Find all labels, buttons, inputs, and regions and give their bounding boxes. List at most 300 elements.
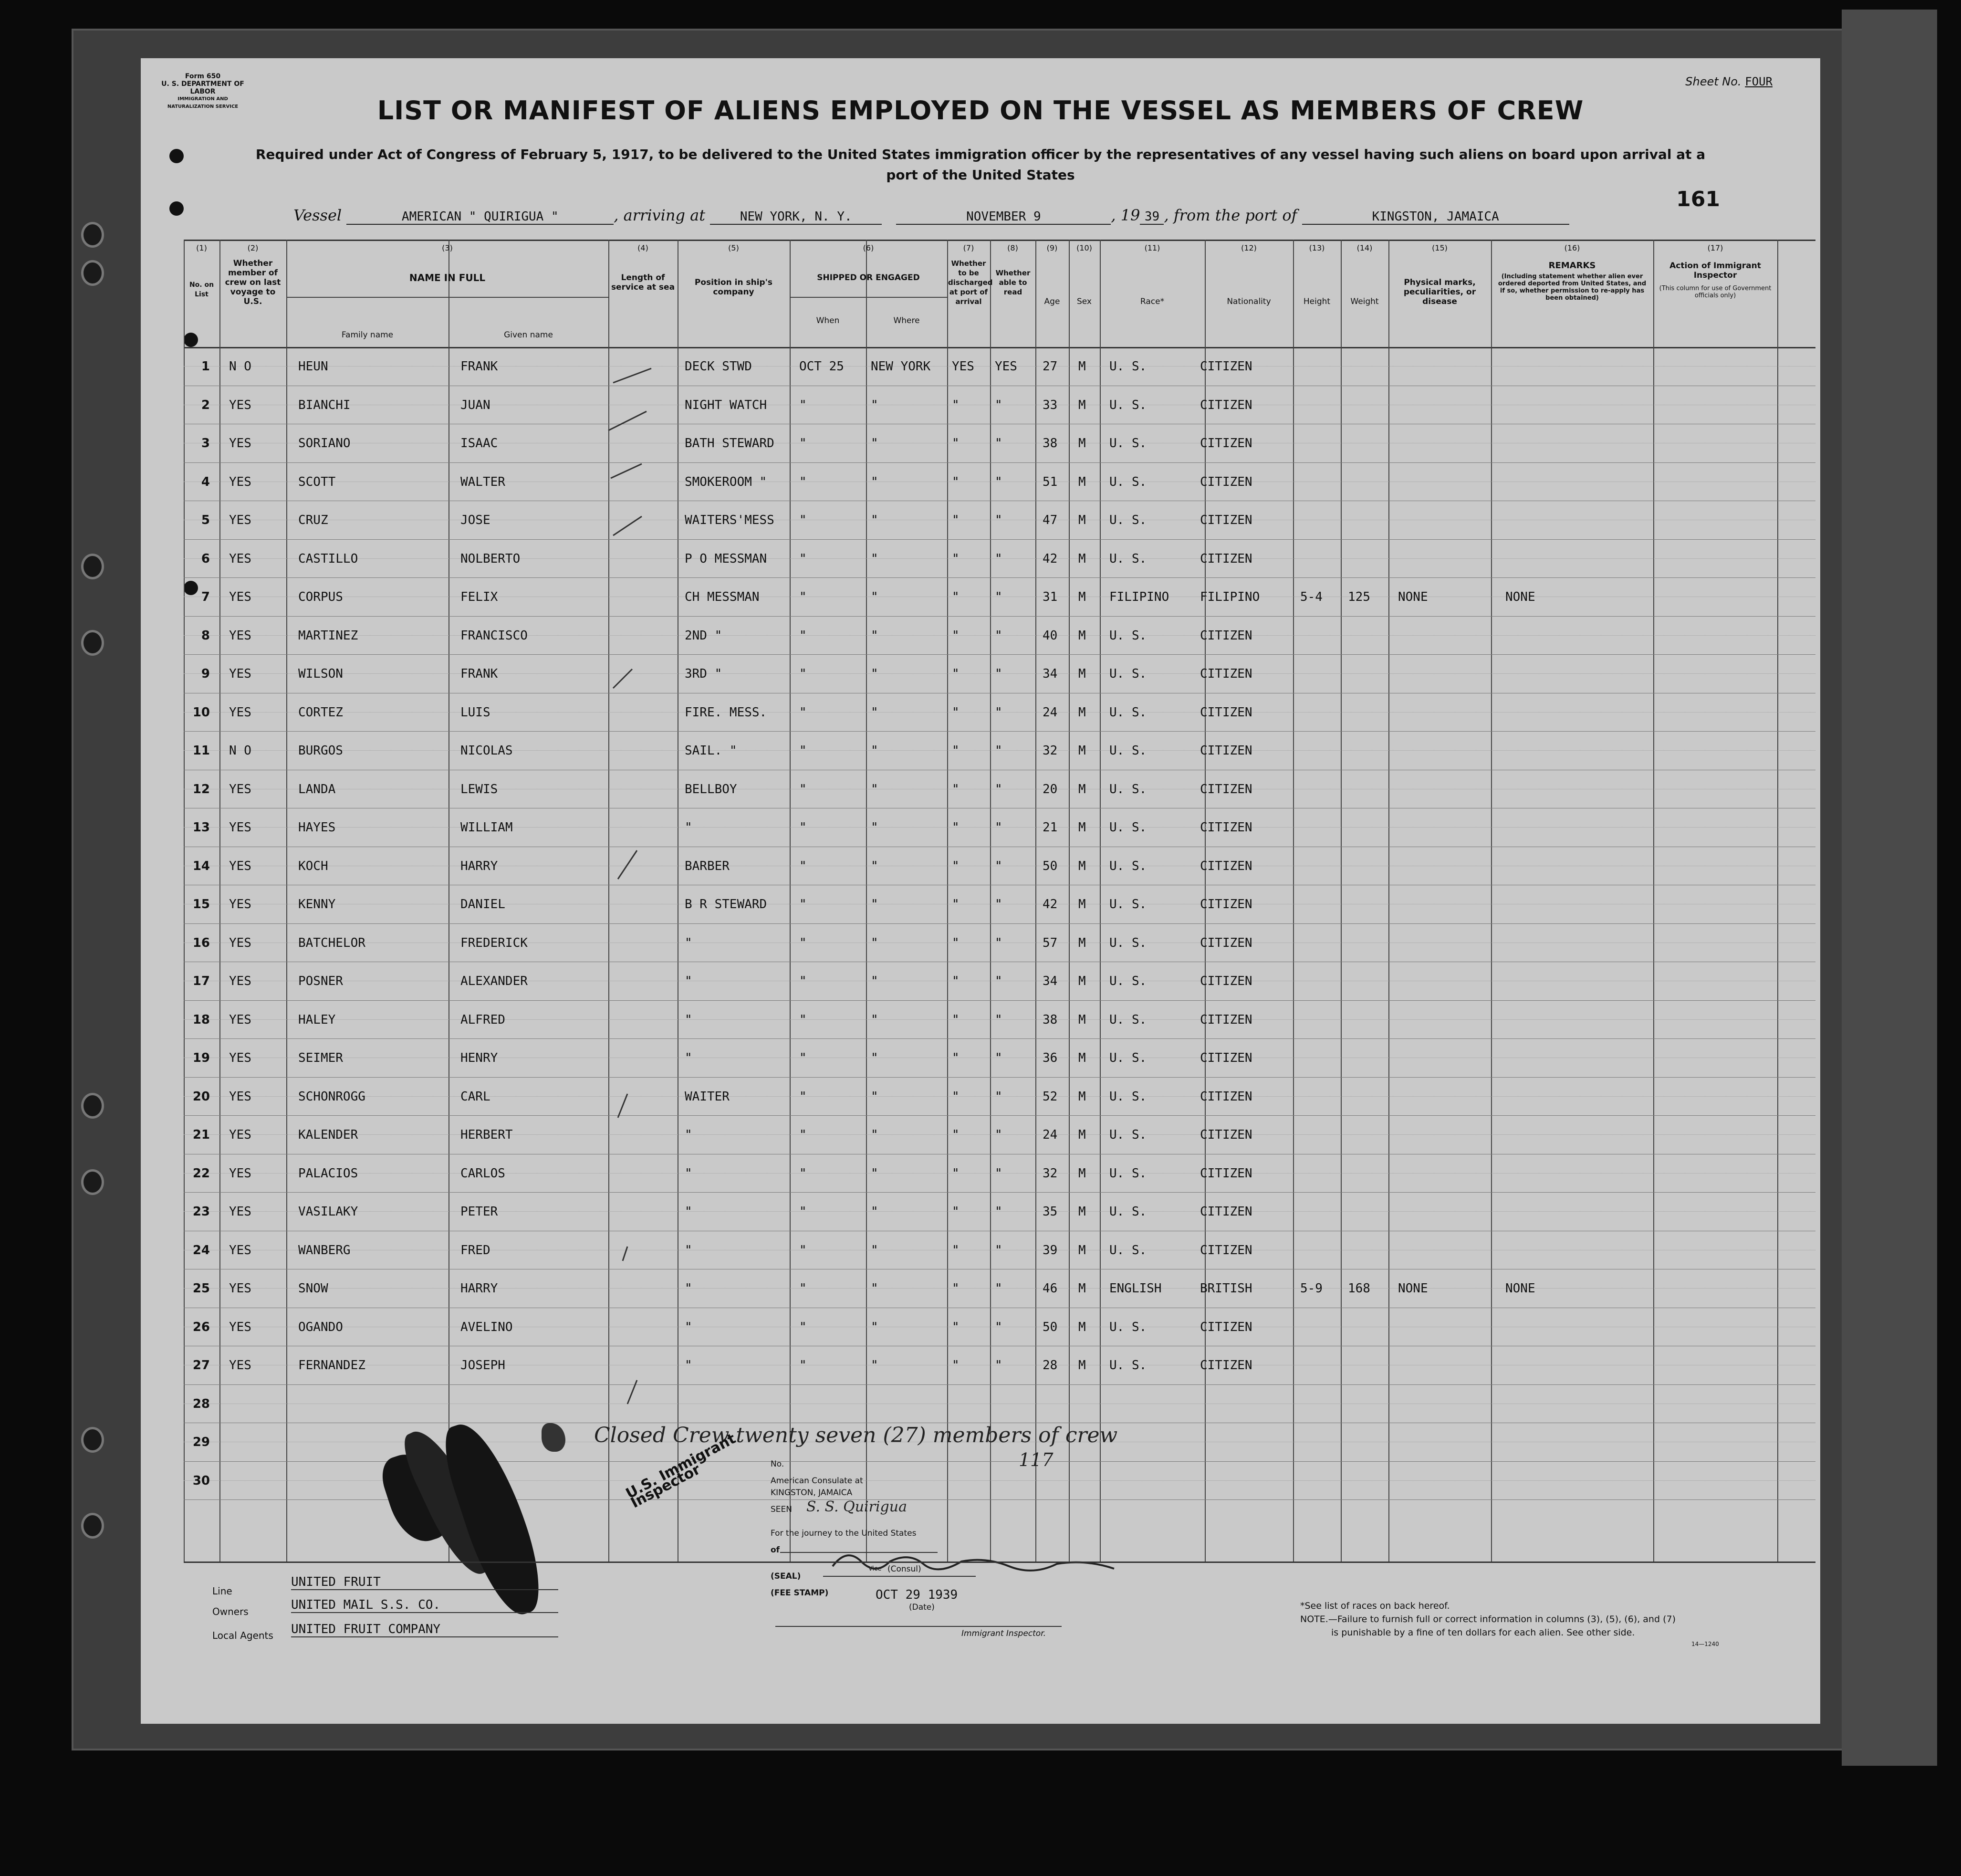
cell-disch: ": [952, 436, 960, 451]
col-rule: [990, 240, 991, 1562]
cell-race: U. S.: [1109, 1320, 1147, 1334]
cell-family: FERNANDEZ: [298, 1358, 365, 1373]
cell-where: ": [871, 398, 878, 412]
cell-family: KENNY: [298, 897, 336, 912]
cell-member: YES: [229, 820, 251, 835]
cell-sex: M: [1078, 1012, 1086, 1027]
cell-read: ": [995, 782, 1002, 797]
cell-when: ": [799, 859, 807, 873]
header-action: Action of Immigrant Inspector: [1669, 261, 1761, 280]
cell-member: YES: [229, 1166, 251, 1181]
cell-where: ": [871, 935, 878, 950]
header-bottom-rule: [184, 347, 1815, 348]
cell-age: 57: [1043, 935, 1058, 950]
cell-nat: CITIZEN: [1200, 1358, 1252, 1373]
cell-nat: CITIZEN: [1200, 744, 1252, 758]
row-number: 16: [192, 935, 210, 950]
cell-race: U. S.: [1109, 1051, 1147, 1065]
cell-age: 24: [1043, 705, 1058, 720]
cell-nat: CITIZEN: [1200, 1051, 1252, 1065]
cell-position: BELLBOY: [685, 782, 737, 797]
binder-hole: [81, 1427, 104, 1453]
penalty-note-2: is punishable by a fine of ten dollars for each alien. See other side.: [1331, 1627, 1635, 1638]
cell-member: YES: [229, 705, 251, 720]
cell-age: 24: [1043, 1128, 1058, 1142]
cell-nat: CITIZEN: [1200, 705, 1252, 720]
cell-where: ": [871, 1128, 878, 1142]
col-rule: [1069, 240, 1070, 1562]
cell-nat: CITIZEN: [1200, 359, 1252, 374]
header-remarks: REMARKS: [1548, 261, 1596, 271]
cell-given: FRED: [460, 1243, 490, 1258]
cell-member: YES: [229, 551, 251, 566]
cell-family: SNOW: [298, 1281, 328, 1296]
vessel-name: AMERICAN " QUIRIGUA ": [346, 210, 614, 225]
cell-age: 51: [1043, 474, 1058, 489]
cell-given: WILLIAM: [460, 820, 513, 835]
row-number: 1: [201, 359, 210, 374]
cell-given: JOSEPH: [460, 1358, 505, 1373]
cell-read: YES: [995, 359, 1017, 374]
cell-position: CH MESSMAN: [685, 590, 760, 604]
cell-member: YES: [229, 628, 251, 643]
cell-where: ": [871, 1320, 878, 1334]
date-label: (Date): [909, 1603, 935, 1612]
local-agents-label: Local Agents: [212, 1630, 273, 1641]
cell-member: YES: [229, 513, 251, 527]
races-note: *See list of races on back hereof.: [1300, 1601, 1450, 1611]
cell-when: ": [799, 935, 807, 950]
subtitle-line-1: Required under Act of Congress of February 5, 1917, to be delivered to the United States immigration officer by the representatives of any vessel having such aliens on board upon arrival at a: [255, 147, 1706, 162]
cell-family: CASTILLO: [298, 551, 358, 566]
consulate-label: American Consulate at: [771, 1476, 863, 1486]
cell-nat: CITIZEN: [1200, 820, 1252, 835]
cell-position: BARBER: [685, 859, 730, 873]
cell-race: U. S.: [1109, 820, 1147, 835]
cell-given: JUAN: [460, 398, 490, 412]
cell-position: P O MESSMAN: [685, 551, 767, 566]
name-split-rule: [286, 297, 608, 298]
cell-read: ": [995, 628, 1002, 643]
colnum-10: (10): [1076, 243, 1092, 252]
cell-where: ": [871, 782, 878, 797]
cell-when: ": [799, 1012, 807, 1027]
immigrant-inspector-label: Immigrant Inspector.: [961, 1629, 1046, 1638]
colnum-11: (11): [1144, 243, 1160, 252]
row-rule: [184, 539, 1815, 540]
row-number: 2: [201, 398, 210, 412]
cell-family: CORTEZ: [298, 705, 343, 720]
row-number: 25: [192, 1281, 210, 1296]
cell-nat: CITIZEN: [1200, 1166, 1252, 1181]
cell-given: FRANK: [460, 359, 498, 374]
cell-disch: YES: [952, 359, 974, 374]
cell-nat: CITIZEN: [1200, 1205, 1252, 1219]
cell-given: JOSE: [460, 513, 490, 527]
cell-position: ": [685, 935, 692, 950]
cell-position: FIRE. MESS.: [685, 705, 767, 720]
cell-when: ": [799, 974, 807, 988]
cell-member: YES: [229, 1089, 251, 1104]
cell-disch: ": [952, 935, 960, 950]
cell-read: ": [995, 474, 1002, 489]
header-sex: Sex: [1076, 297, 1092, 306]
cell-disch: ": [952, 744, 960, 758]
cell-sex: M: [1078, 436, 1086, 451]
cell-nat: FILIPINO: [1200, 590, 1260, 604]
col-rule: [1388, 240, 1389, 1562]
cell-given: LUIS: [460, 705, 490, 720]
colnum-14: (14): [1356, 243, 1373, 252]
cell-race: U. S.: [1109, 744, 1147, 758]
cell-when: ": [799, 1281, 807, 1296]
cell-race: U. S.: [1109, 1205, 1147, 1219]
cell-read: ": [995, 935, 1002, 950]
cell-family: MARTINEZ: [298, 628, 358, 643]
cell-race: U. S.: [1109, 398, 1147, 412]
row-number: 21: [192, 1128, 210, 1142]
shipped-split-rule: [790, 297, 947, 298]
cell-nat: CITIZEN: [1200, 628, 1252, 643]
cell-age: 50: [1043, 859, 1058, 873]
row-number: 23: [192, 1205, 210, 1219]
cell-race: FILIPINO: [1109, 590, 1169, 604]
cell-disch: ": [952, 705, 960, 720]
cell-when: ": [799, 551, 807, 566]
cell-age: 47: [1043, 513, 1058, 527]
cell-sex: M: [1078, 359, 1086, 374]
cell-nat: CITIZEN: [1200, 1128, 1252, 1142]
header-length-of-service: Length of service at sea: [611, 273, 675, 292]
cell-read: ": [995, 859, 1002, 873]
cell-age: 42: [1043, 551, 1058, 566]
cell-when: ": [799, 590, 807, 604]
cell-when: ": [799, 1320, 807, 1334]
cell-race: U. S.: [1109, 1166, 1147, 1181]
cell-nat: CITIZEN: [1200, 667, 1252, 681]
cell-disch: ": [952, 1243, 960, 1258]
cell-race: U. S.: [1109, 474, 1147, 489]
handwritten-count: 117: [1019, 1449, 1054, 1470]
local-agents-value: UNITED FRUIT COMPANY: [291, 1622, 558, 1637]
cell-read: ": [995, 897, 1002, 912]
cell-disch: ": [952, 1012, 960, 1027]
cell-read: ": [995, 1051, 1002, 1065]
colnum-2: (2): [247, 243, 259, 252]
cell-read: ": [995, 744, 1002, 758]
cell-disch: ": [952, 974, 960, 988]
cell-age: 35: [1043, 1205, 1058, 1219]
cell-family: SCHONROGG: [298, 1089, 365, 1104]
cell-disch: ": [952, 897, 960, 912]
cell-phys: NONE: [1398, 590, 1428, 604]
cell-read: ": [995, 590, 1002, 604]
cell-sex: M: [1078, 1320, 1086, 1334]
col-rule: [184, 240, 185, 1562]
cell-given: FREDERICK: [460, 935, 528, 950]
cell-race: U. S.: [1109, 1243, 1147, 1258]
colnum-5: (5): [728, 243, 739, 252]
cell-member: YES: [229, 1051, 251, 1065]
cell-disch: ": [952, 551, 960, 566]
cell-sex: M: [1078, 590, 1086, 604]
cell-sex: M: [1078, 1051, 1086, 1065]
header-able-to-read: Whether able to read: [995, 269, 1031, 296]
cell-disch: ": [952, 820, 960, 835]
cell-family: OGANDO: [298, 1320, 343, 1334]
cell-position: ": [685, 1128, 692, 1142]
cell-member: YES: [229, 974, 251, 988]
col-rule: [1341, 240, 1342, 1562]
cell-where: ": [871, 436, 878, 451]
cell-when: ": [799, 1243, 807, 1258]
inspector-sign-rule: [775, 1626, 1062, 1627]
cell-sex: M: [1078, 667, 1086, 681]
cell-where: ": [871, 1166, 878, 1181]
cell-read: ": [995, 1012, 1002, 1027]
header-shipped: SHIPPED OR ENGAGED: [817, 273, 920, 283]
cell-disch: ": [952, 1089, 960, 1104]
cell-sex: M: [1078, 744, 1086, 758]
row-rule: [184, 654, 1815, 655]
cell-member: YES: [229, 859, 251, 873]
cell-age: 46: [1043, 1281, 1058, 1296]
cell-disch: ": [952, 1128, 960, 1142]
cell-when: ": [799, 820, 807, 835]
cell-where: ": [871, 744, 878, 758]
cell-phys: NONE: [1398, 1281, 1428, 1296]
from-label: , from the port of: [1164, 206, 1297, 224]
row-number: 29: [192, 1435, 210, 1449]
cell-member: YES: [229, 1281, 251, 1296]
header-weight: Weight: [1350, 297, 1379, 306]
cell-disch: ": [952, 590, 960, 604]
cell-nat: CITIZEN: [1200, 897, 1252, 912]
cell-nat: CITIZEN: [1200, 782, 1252, 797]
cell-where: ": [871, 628, 878, 643]
cell-given: AVELINO: [460, 1320, 513, 1334]
cell-read: ": [995, 1128, 1002, 1142]
cell-disch: ": [952, 859, 960, 873]
row-rule: [184, 616, 1815, 617]
cell-nat: BRITISH: [1200, 1281, 1252, 1296]
cell-height: 5-9: [1300, 1281, 1323, 1296]
cell-family: BIANCHI: [298, 398, 351, 412]
cell-member: YES: [229, 1205, 251, 1219]
punch-dot: [169, 149, 184, 163]
header-nationality: Nationality: [1227, 297, 1271, 306]
header-height: Height: [1303, 297, 1331, 306]
header-position: Position in ship's company: [694, 278, 773, 297]
header-remarks-note: (Including statement whether alien ever ordered deported from United States, and if so, whether permission to re-apply has been obtained): [1498, 273, 1647, 302]
cell-sex: M: [1078, 897, 1086, 912]
cell-where: ": [871, 1358, 878, 1373]
cell-read: ": [995, 705, 1002, 720]
cell-when: ": [799, 1358, 807, 1373]
cell-given: NICOLAS: [460, 744, 513, 758]
cell-read: ": [995, 1243, 1002, 1258]
cell-sex: M: [1078, 628, 1086, 643]
cell-when: ": [799, 1089, 807, 1104]
stamp-no-label: No.: [771, 1459, 784, 1469]
row-rule: [184, 1192, 1815, 1193]
row-number: 19: [192, 1051, 210, 1065]
cell-age: 38: [1043, 436, 1058, 451]
vice-label: Vice: [868, 1565, 882, 1572]
cell-read: ": [995, 513, 1002, 527]
cell-when: ": [799, 705, 807, 720]
sheet-label: Sheet No.: [1685, 75, 1742, 88]
row-rule: [184, 462, 1815, 463]
cell-family: CORPUS: [298, 590, 343, 604]
header-action-note: (This column for use of Government officials only): [1659, 285, 1772, 299]
cell-nat: CITIZEN: [1200, 935, 1252, 950]
consulate-place: KINGSTON, JAMAICA: [771, 1488, 853, 1498]
cell-when: ": [799, 628, 807, 643]
cell-given: FRANCISCO: [460, 628, 528, 643]
col-rule: [1035, 240, 1036, 1562]
cell-nat: CITIZEN: [1200, 551, 1252, 566]
col-rule: [947, 240, 948, 1562]
table-top-rule: [184, 240, 1815, 241]
binder-hole: [81, 222, 104, 248]
cell-when: ": [799, 1128, 807, 1142]
cell-disch: ": [952, 1320, 960, 1334]
colnum-1: (1): [196, 243, 207, 252]
cell-sex: M: [1078, 974, 1086, 988]
col-rule: [790, 240, 791, 1562]
cell-position: WAITER: [685, 1089, 730, 1104]
cell-member: YES: [229, 1320, 251, 1334]
cell-nat: CITIZEN: [1200, 436, 1252, 451]
cell-position: SMOKEROOM ": [685, 474, 767, 489]
cell-disch: ": [952, 1358, 960, 1373]
cell-given: HARRY: [460, 1281, 498, 1296]
cell-family: CRUZ: [298, 513, 328, 527]
cell-where: ": [871, 590, 878, 604]
cell-nat: CITIZEN: [1200, 859, 1252, 873]
form-number: Form 650: [185, 73, 221, 80]
header-name-in-full: NAME IN FULL: [409, 272, 486, 283]
cell-nat: CITIZEN: [1200, 1243, 1252, 1258]
journey-label: For the journey to the United States: [771, 1529, 917, 1538]
col-rule: [1491, 240, 1492, 1562]
row-number: 5: [201, 513, 210, 527]
cell-when: OCT 25: [799, 359, 844, 374]
cell-height: 5-4: [1300, 590, 1323, 604]
cell-family: HALEY: [298, 1012, 336, 1027]
cell-given: FRANK: [460, 667, 498, 681]
manifest-table: [184, 240, 1815, 1562]
cell-disch: ": [952, 667, 960, 681]
cell-given: HARRY: [460, 859, 498, 873]
cell-when: ": [799, 782, 807, 797]
seal-label: (SEAL): [771, 1572, 801, 1581]
cell-age: 34: [1043, 974, 1058, 988]
row-number: 13: [192, 820, 210, 835]
row-number: 22: [192, 1166, 210, 1181]
col-rule: [1653, 240, 1654, 1562]
cell-member: YES: [229, 667, 251, 681]
row-rule: [184, 1115, 1815, 1116]
footer-rule: [184, 1562, 1815, 1563]
cell-member: YES: [229, 897, 251, 912]
cell-race: U. S.: [1109, 436, 1147, 451]
cell-sex: M: [1078, 398, 1086, 412]
fee-stamp-label: (FEE STAMP): [771, 1588, 829, 1598]
binder-hole: [81, 630, 104, 656]
row-number: 24: [192, 1243, 210, 1258]
cell-position: B R STEWARD: [685, 897, 767, 912]
arrival-port: NEW YORK, N. Y.: [710, 210, 882, 225]
header-age: Age: [1044, 297, 1060, 306]
cell-where: ": [871, 667, 878, 681]
cell-given: WALTER: [460, 474, 505, 489]
cell-family: KALENDER: [298, 1128, 358, 1142]
cell-remarks: NONE: [1505, 1281, 1535, 1296]
cell-member: N O: [229, 359, 251, 374]
cell-position: WAITERS'MESS: [685, 513, 774, 527]
cell-given: CARLOS: [460, 1166, 505, 1181]
cell-read: ": [995, 974, 1002, 988]
service: IMMIGRATION AND NATURALIZATION SERVICE: [167, 96, 239, 109]
cell-sex: M: [1078, 1358, 1086, 1373]
cell-given: HENRY: [460, 1051, 498, 1065]
cell-age: 21: [1043, 820, 1058, 835]
binder-hole: [81, 554, 104, 579]
cell-sex: M: [1078, 1205, 1086, 1219]
cell-family: SEIMER: [298, 1051, 343, 1065]
row-number: 14: [192, 859, 210, 873]
cell-when: ": [799, 1051, 807, 1065]
cell-weight: 125: [1348, 590, 1370, 604]
cell-disch: ": [952, 628, 960, 643]
cell-sex: M: [1078, 513, 1086, 527]
col-rule: [286, 240, 287, 1562]
row-number: 10: [192, 705, 210, 720]
cell-sex: M: [1078, 474, 1086, 489]
cell-member: YES: [229, 1012, 251, 1027]
cell-age: 28: [1043, 1358, 1058, 1373]
binder-hole: [81, 1093, 104, 1119]
cell-member: YES: [229, 398, 251, 412]
cell-given: CARL: [460, 1089, 490, 1104]
cell-race: U. S.: [1109, 782, 1147, 797]
cell-position: ": [685, 1012, 692, 1027]
cell-family: SCOTT: [298, 474, 336, 489]
page-title: LIST OR MANIFEST OF ALIENS EMPLOYED ON THE VESSEL AS MEMBERS OF CREW: [377, 95, 1584, 126]
page-number: 161: [1676, 187, 1720, 211]
row-number: 12: [192, 782, 210, 797]
cell-when: ": [799, 667, 807, 681]
cell-family: LANDA: [298, 782, 336, 797]
cell-where: ": [871, 551, 878, 566]
row-rule: [184, 923, 1815, 924]
cell-age: 32: [1043, 744, 1058, 758]
department: U. S. DEPARTMENT OF LABOR: [161, 80, 244, 95]
cell-nat: CITIZEN: [1200, 513, 1252, 527]
cell-where: ": [871, 859, 878, 873]
cell-member: YES: [229, 590, 251, 604]
cell-family: VASILAKY: [298, 1205, 358, 1219]
cell-race: U. S.: [1109, 705, 1147, 720]
penalty-note-1: NOTE.—Failure to furnish full or correct information in columns (3), (5), (6), and (7): [1300, 1614, 1676, 1624]
header-discharged: Whether to be discharged at port of arrival: [948, 259, 993, 306]
cell-when: ": [799, 897, 807, 912]
cell-family: BURGOS: [298, 744, 343, 758]
header-race: Race*: [1140, 297, 1165, 306]
backing-board-edge: [1842, 10, 1937, 1766]
